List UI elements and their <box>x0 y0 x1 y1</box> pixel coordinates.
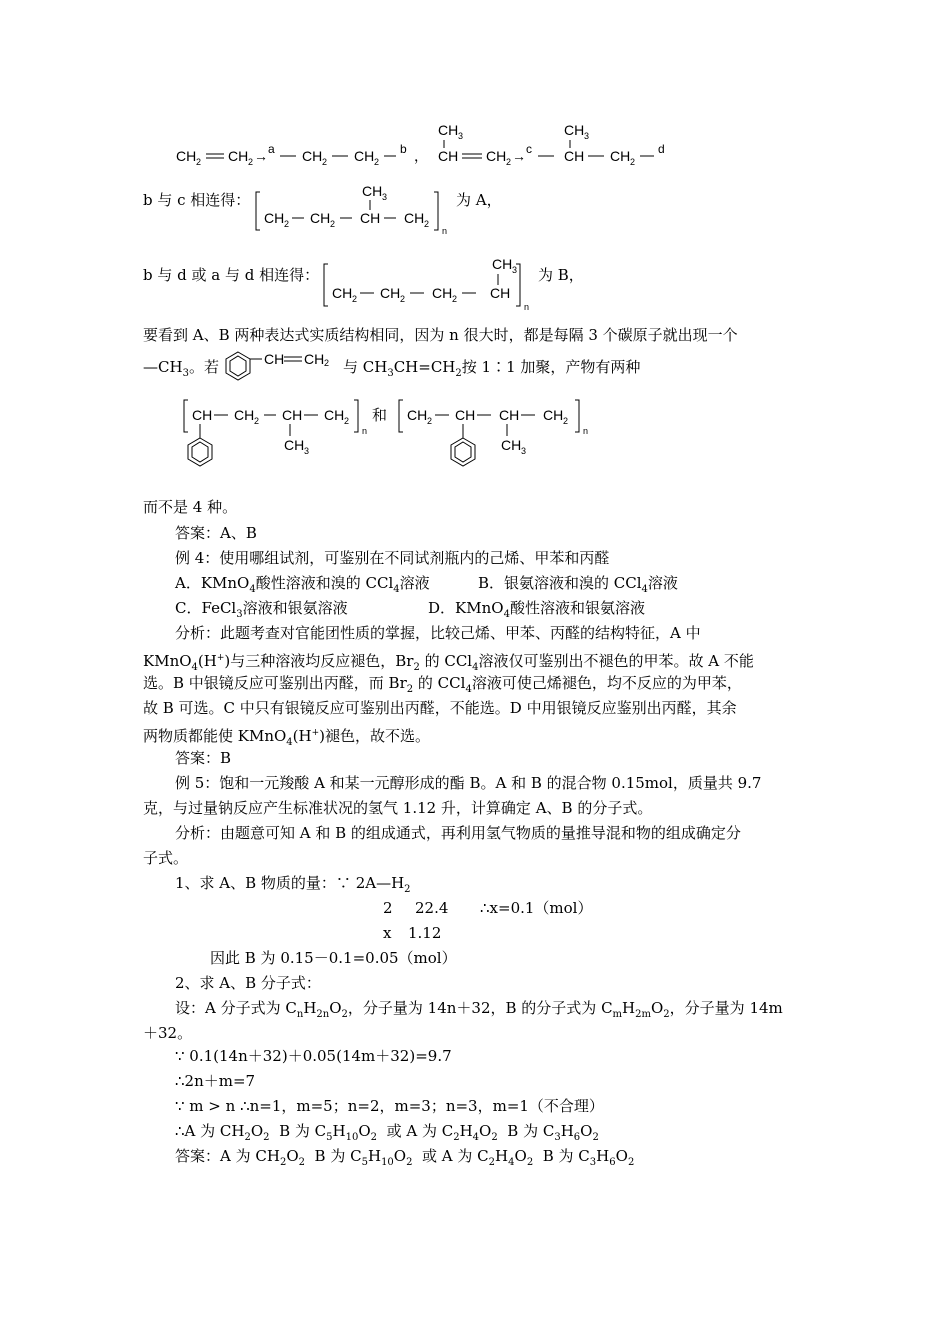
svg-text:CH: CH <box>438 148 459 164</box>
polymer-A <box>252 180 452 236</box>
step-1-result: 因此 B 为 0.15－0.1=0.05（mol） <box>210 949 457 967</box>
ratio-row-1c: ∴x=0.1（mol） <box>480 899 593 917</box>
svg-text:2: 2 <box>324 358 330 368</box>
svg-text:CH: CH <box>284 437 305 453</box>
option-D: D．KMnO$_4$酸性溶液和银氨溶液 <box>428 599 645 620</box>
svg-text:2: 2 <box>400 294 406 304</box>
text-bd: b 与 d 或 a 与 d 相连得： <box>143 266 320 284</box>
svg-text:3: 3 <box>584 131 590 141</box>
text-isB: 为 B， <box>538 266 584 284</box>
svg-text:n: n <box>362 426 368 436</box>
svg-text:2: 2 <box>352 294 358 304</box>
final-answer: 答案：A 为 $CH_2O_2$ B 为 $C_5H_{10}O_2$ 或 A 为 $C_2H_4O_2$ B 为 $C_3H_6O_2$ <box>175 1147 635 1168</box>
svg-text:CH: CH <box>486 148 507 164</box>
para-2: $—CH_3$。若 <box>143 358 219 379</box>
svg-text:3: 3 <box>382 192 388 202</box>
svg-text:2: 2 <box>322 157 328 167</box>
svg-text:CH: CH <box>282 407 303 423</box>
ratio-row-1b: 22.4 <box>415 899 449 917</box>
text-and: 和 <box>372 406 388 424</box>
svg-text:CH: CH <box>501 437 522 453</box>
answer-2: 答案：B <box>175 749 232 767</box>
analysis-4: 故 B 可选。C 中只有银镜反应可鉴别出丙醛，不能选。D 中用银镜反应鉴别出丙醛，其余 <box>143 699 737 717</box>
svg-text:2: 2 <box>248 157 254 167</box>
option-A: A．KMnO$_4$酸性溶液和溴的 CCl$_4$溶液 <box>175 574 430 595</box>
svg-text:CH: CH <box>610 148 631 164</box>
svg-text:→: → <box>254 148 268 164</box>
option-B: B．银氨溶液和溴的 CCl$_4$溶液 <box>478 574 678 595</box>
svg-text:a: a <box>268 142 275 156</box>
svg-text:3: 3 <box>521 446 527 456</box>
example-5b: 克，与过量钠反应产生标准状况的氢气 1.12 升，计算确定 A、B 的分子式。 <box>143 799 653 817</box>
svg-text:CH: CH <box>324 407 345 423</box>
svg-text:n: n <box>442 226 448 236</box>
copolymer-product-1 <box>178 392 378 478</box>
svg-text:2: 2 <box>506 157 512 167</box>
ratio-row-1a: 2 <box>383 899 393 917</box>
svg-text:CH: CH <box>310 210 331 226</box>
result-line: ∴A 为 $CH_2O_2$ B 为 $C_5H_{10}O_2$ 或 A 为 $C_2H_4O_2$ B 为 $C_3H_6O_2$ <box>175 1122 599 1143</box>
svg-text:CH: CH <box>564 122 585 138</box>
svg-text:2: 2 <box>196 157 202 167</box>
option-C: C．FeCl$_3$溶液和银氨溶液 <box>175 599 348 620</box>
text-isA: 为 A， <box>456 191 502 209</box>
svg-text:→: → <box>512 148 526 164</box>
svg-text:CH: CH <box>455 407 476 423</box>
svg-text:3: 3 <box>304 446 310 456</box>
svg-text:3: 3 <box>458 131 464 141</box>
svg-text:CH: CH <box>192 407 213 423</box>
svg-text:2: 2 <box>374 157 380 167</box>
svg-text:n: n <box>524 302 530 312</box>
svg-text:b: b <box>400 142 407 156</box>
svg-text:CH: CH <box>380 285 401 301</box>
analysis-1: 分析：此题考查对官能团性质的掌握，比较己烯、甲苯、丙醛的结构特征，A 中 <box>175 624 701 642</box>
svg-text:CH: CH <box>264 210 285 226</box>
svg-text:CH: CH <box>332 285 353 301</box>
styrene-structure <box>222 346 342 392</box>
svg-text:CH: CH <box>564 148 585 164</box>
svg-text:CH: CH <box>354 148 375 164</box>
equation-1: ∵ 0.1(14n＋32)＋0.05(14m＋32)=9.7 <box>175 1047 452 1065</box>
svg-text:CH: CH <box>404 210 425 226</box>
analysis-5: 两物质都能使 KMnO$_4$(H+)褪色，故不选。 <box>143 727 431 748</box>
svg-text:d: d <box>658 142 665 156</box>
polymer-B <box>318 250 538 312</box>
svg-text:2: 2 <box>452 294 458 304</box>
svg-text:2: 2 <box>630 157 636 167</box>
svg-text:2: 2 <box>344 416 350 426</box>
svg-text:CH: CH <box>362 183 383 199</box>
setup-line: 设：A 分子式为 $C_nH_{2n}O_2$，分子量为 14n＋32，B 的分子式为 $C_mH_{2m}O_2$，分子量为 14m <box>175 999 783 1020</box>
svg-text:2: 2 <box>284 219 290 229</box>
svg-text:CH: CH <box>360 210 381 226</box>
copolymer-product-2 <box>393 392 603 478</box>
text-bc: b 与 c 相连得： <box>143 191 251 209</box>
svg-text:CH: CH <box>543 407 564 423</box>
example-5a: 例 5：饱和一元羧酸 A 和某一元醇形成的酯 B。A 和 B 的混合物 0.15mol，质量共 9.7 <box>175 774 762 792</box>
svg-text:CH: CH <box>407 407 428 423</box>
answer-1: 答案：A、B <box>175 524 257 542</box>
ratio-row-2b: 1.12 <box>408 924 442 942</box>
svg-text:CH: CH <box>438 122 459 138</box>
svg-text:CH: CH <box>492 256 513 272</box>
ratio-row-2a: x <box>383 924 392 942</box>
svg-text:CH: CH <box>228 148 249 164</box>
analysis-2: KMnO$_4$(H+)与三种溶液均反应褪色，$Br_2$ 的 CCl$_4$溶液仅可鉴别出不褪色的甲苯。故 A 不能 <box>143 652 754 673</box>
equation-3: ∵ m > n ∴n=1，m=5；n=2，m=3；n=3，m=1（不合理） <box>175 1097 604 1115</box>
analysis-3: 选。B 中银镜反应可鉴别出丙醛，而 $Br_2$ 的 CCl$_4$溶液可使己烯褪色，均不反应的为甲苯， <box>143 674 742 695</box>
para-1: 要看到 A、B 两种表达式实质结构相同，因为 n 很大时，都是每隔 3 个碳原子就出现一个 <box>143 326 738 344</box>
polymerization-scheme <box>170 118 690 170</box>
para-2-cont: 与 $CH_3CH=CH_2$按 1∶1 加聚，产物有两种 <box>343 358 641 379</box>
svg-text:CH: CH <box>264 351 285 367</box>
svg-text:2: 2 <box>424 219 430 229</box>
svg-text:2: 2 <box>254 416 260 426</box>
svg-text:c: c <box>526 142 532 156</box>
setup-line-2: ＋32。 <box>143 1024 193 1042</box>
svg-text:，: ， <box>414 148 428 164</box>
analysis-6: 分析：由题意可知 A 和 B 的组成通式，再利用氢气物质的量推导混和物的组成确定分 <box>175 824 741 842</box>
step-1: 1、求 A、B 物质的量：∵ $2A—H_2$ <box>175 874 411 895</box>
svg-text:CH: CH <box>304 351 325 367</box>
svg-text:2: 2 <box>427 416 433 426</box>
svg-text:2: 2 <box>330 219 336 229</box>
svg-text:CH: CH <box>499 407 520 423</box>
equation-2: ∴2n＋m=7 <box>175 1072 256 1090</box>
analysis-7: 子式。 <box>143 849 189 867</box>
svg-text:CH: CH <box>302 148 323 164</box>
step-2: 2、求 A、B 分子式： <box>175 974 321 992</box>
svg-text:CH: CH <box>176 148 197 164</box>
svg-text:CH: CH <box>234 407 255 423</box>
example-4: 例 4：使用哪组试剂，可鉴别在不同试剂瓶内的己烯、甲苯和丙醛 <box>175 549 610 567</box>
svg-text:CH: CH <box>490 285 511 301</box>
svg-text:3: 3 <box>512 265 518 275</box>
svg-text:n: n <box>583 426 589 436</box>
svg-text:2: 2 <box>563 416 569 426</box>
svg-text:CH: CH <box>432 285 453 301</box>
para-3: 而不是 4 种。 <box>143 498 238 516</box>
